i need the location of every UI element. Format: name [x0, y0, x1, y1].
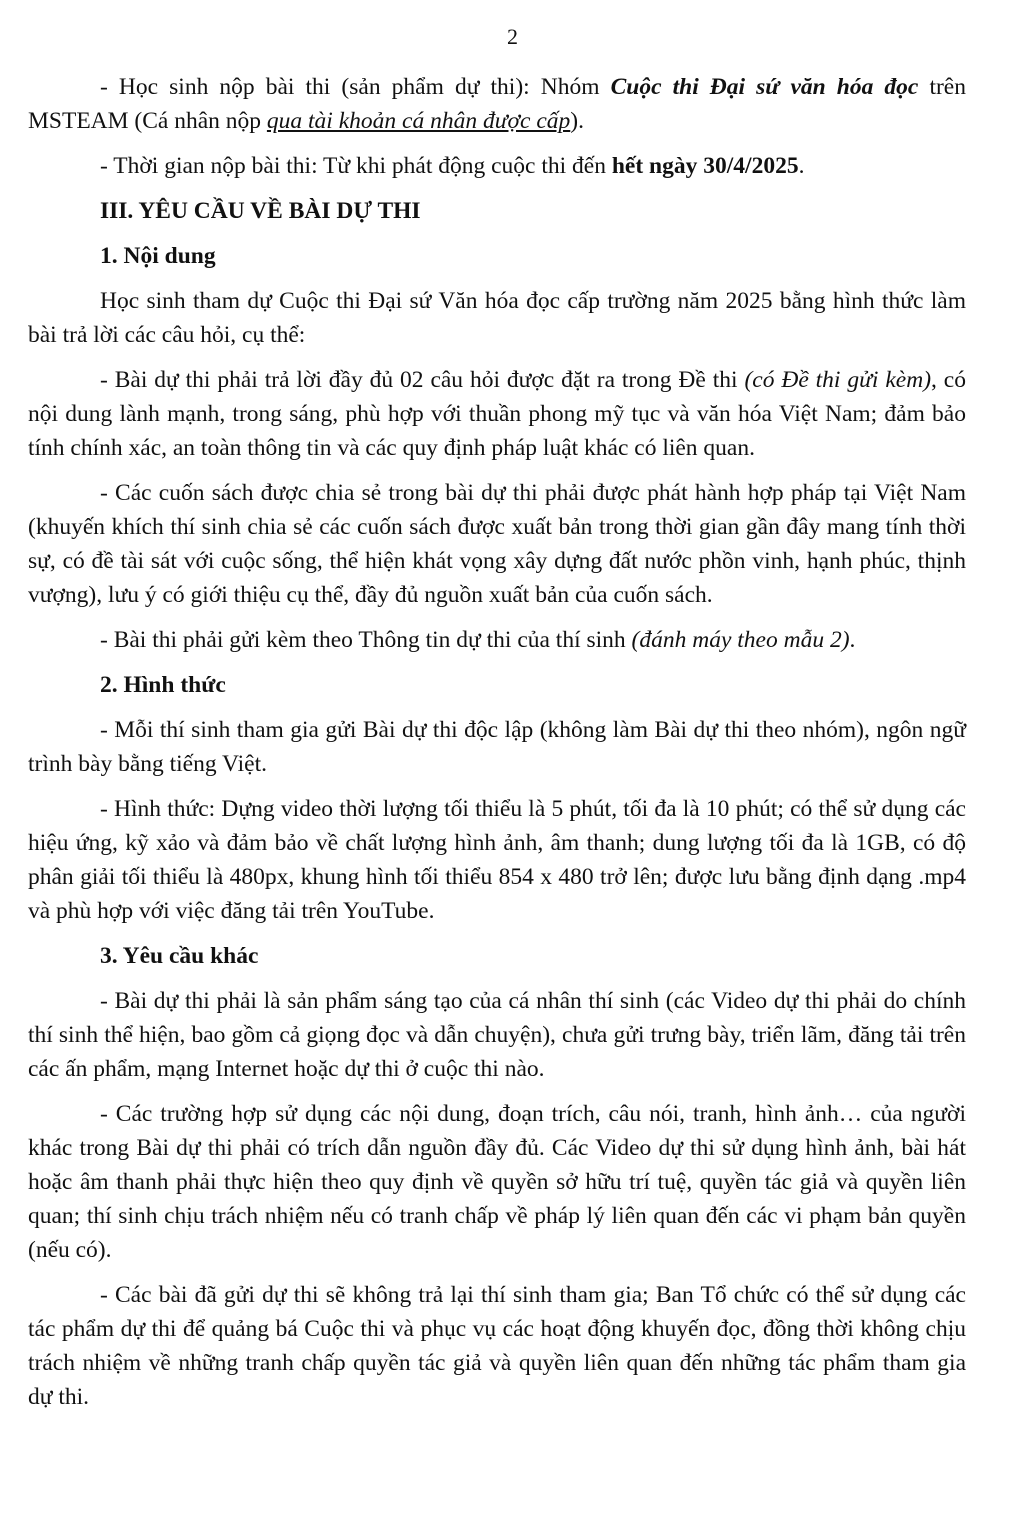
subheading-other-requirements: 3. Yêu cầu khác — [100, 943, 259, 969]
section-heading-requirements: III. YÊU CẦU VỀ BÀI DỰ THI — [100, 198, 421, 224]
contest-name: Cuộc thi Đại sứ văn hóa đọc — [610, 74, 919, 100]
citation-paragraph: - Các trường hợp sử dụng các nội dung, đoạn trích, câu nói, tranh, hình ảnh… của người khác trong Bài dự thi phải có trích dẫn nguồn đầy đủ. Các Video dự thi sử dụng hình ảnh, bài hát hoặc âm thanh phải thực hiện theo quy định về quyền sở hữu trí tuệ, quyền tác giả và quyền liên quan; thí sinh chịu trách nhiệm nếu có tranh chấp về pháp lý liên quan đến các vi phạm bản quyền (nếu có). — [28, 1101, 966, 1263]
text-run: - Thời gian nộp bài thi: Từ khi phát động cuộc thi đến — [100, 153, 612, 179]
content-intro-paragraph: Học sinh tham dự Cuộc thi Đại sứ Văn hóa đọc cấp trường năm 2025 bằng hình thức làm bài trả lời các câu hỏi, cụ thể: — [28, 288, 966, 348]
text-run: , có nội dung lành mạnh, trong sáng, phù hợp với thuần phong mỹ tục và văn hóa Việt Nam; đảm bảo tính chính xác, an toàn thông tin và các quy định pháp luật khác có liên quan. — [28, 367, 966, 461]
info-form-paragraph — [28, 623, 966, 657]
text-run: - Bài thi phải gửi kèm theo Thông tin dự thi của thí sinh — [100, 627, 632, 653]
books-paragraph: - Các cuốn sách được chia sẻ trong bài dự thi phải được phát hành hợp pháp tại Việt Nam (khuyến khích thí sinh chia sẻ các cuốn sách được xuất bản trong thời gian gần đây mang tính thời sự, có đề tài sát với cuộc sống, thể hiện khát vọng xây dựng đất nước phồn vinh, hạnh phúc, thịnh vượng), lưu ý có giới thiệu cụ thể, đầy đủ nguồn xuất bản của cuốn sách. — [28, 480, 966, 608]
deadline-paragraph — [28, 149, 966, 183]
text-run: trên MSTEAM (Cá nhân nộp — [28, 74, 966, 134]
questions-paragraph — [28, 363, 966, 465]
text-run: ). — [570, 108, 584, 134]
subheading-format: 2. Hình thức — [100, 672, 226, 698]
text-run: . — [849, 627, 856, 653]
text-run: - Bài dự thi phải trả lời đầy đủ 02 câu hỏi được đặt ra trong Đề thi — [100, 367, 745, 393]
deadline-date: hết ngày 30/4/2025 — [611, 153, 799, 179]
page-number: 2 — [507, 24, 518, 49]
individual-entry-paragraph: - Mỗi thí sinh tham gia gửi Bài dự thi độc lập (không làm Bài dự thi theo nhóm), ngôn ngữ trình bày bằng tiếng Việt. — [28, 717, 966, 777]
account-note: qua tài khoản cá nhân được cấp — [266, 108, 571, 134]
attachment-note: (có Đề thi gửi kèm) — [744, 367, 932, 393]
text-run: . — [798, 153, 805, 179]
originality-paragraph: - Bài dự thi phải là sản phẩm sáng tạo của cá nhân thí sinh (các Video dự thi phải do chính thí sinh thể hiện, bao gồm cả giọng đọc và dẫn chuyện), chưa gửi trưng bày, triển lãm, đăng tải trên các ấn phẩm, mạng Internet hoặc dự thi ở cuộc thi nào. — [28, 988, 966, 1082]
video-format-paragraph: - Hình thức: Dựng video thời lượng tối thiểu là 5 phút, tối đa là 10 phút; có thể sử dụng các hiệu ứng, kỹ xảo và đảm bảo về chất lượng hình ảnh, âm thanh; dung lượng tối đa là 1GB, có độ phân giải tối thiểu là 480px, khung hình tối thiểu 854 x 480 trở lên; được lưu bằng định dạng .mp4 và phù hợp với việc đăng tải trên YouTube. — [28, 796, 966, 924]
no-return-paragraph: - Các bài đã gửi dự thi sẽ không trả lại thí sinh tham gia; Ban Tổ chức có thể sử dụng các tác phẩm dự thi để quảng bá Cuộc thi và phục vụ các hoạt động khuyến đọc, đồng thời không chịu trách nhiệm về những tranh chấp quyền tác giả và quyền liên quan đến những tác phẩm tham gia dự thi. — [28, 1282, 966, 1410]
subheading-content: 1. Nội dung — [100, 243, 216, 269]
form-note: (đánh máy theo mẫu 2) — [631, 627, 850, 653]
text-run: - Học sinh nộp bài thi (sản phẩm dự thi): Nhóm — [100, 74, 611, 100]
document-body — [28, 70, 966, 1425]
submission-paragraph — [28, 70, 966, 138]
